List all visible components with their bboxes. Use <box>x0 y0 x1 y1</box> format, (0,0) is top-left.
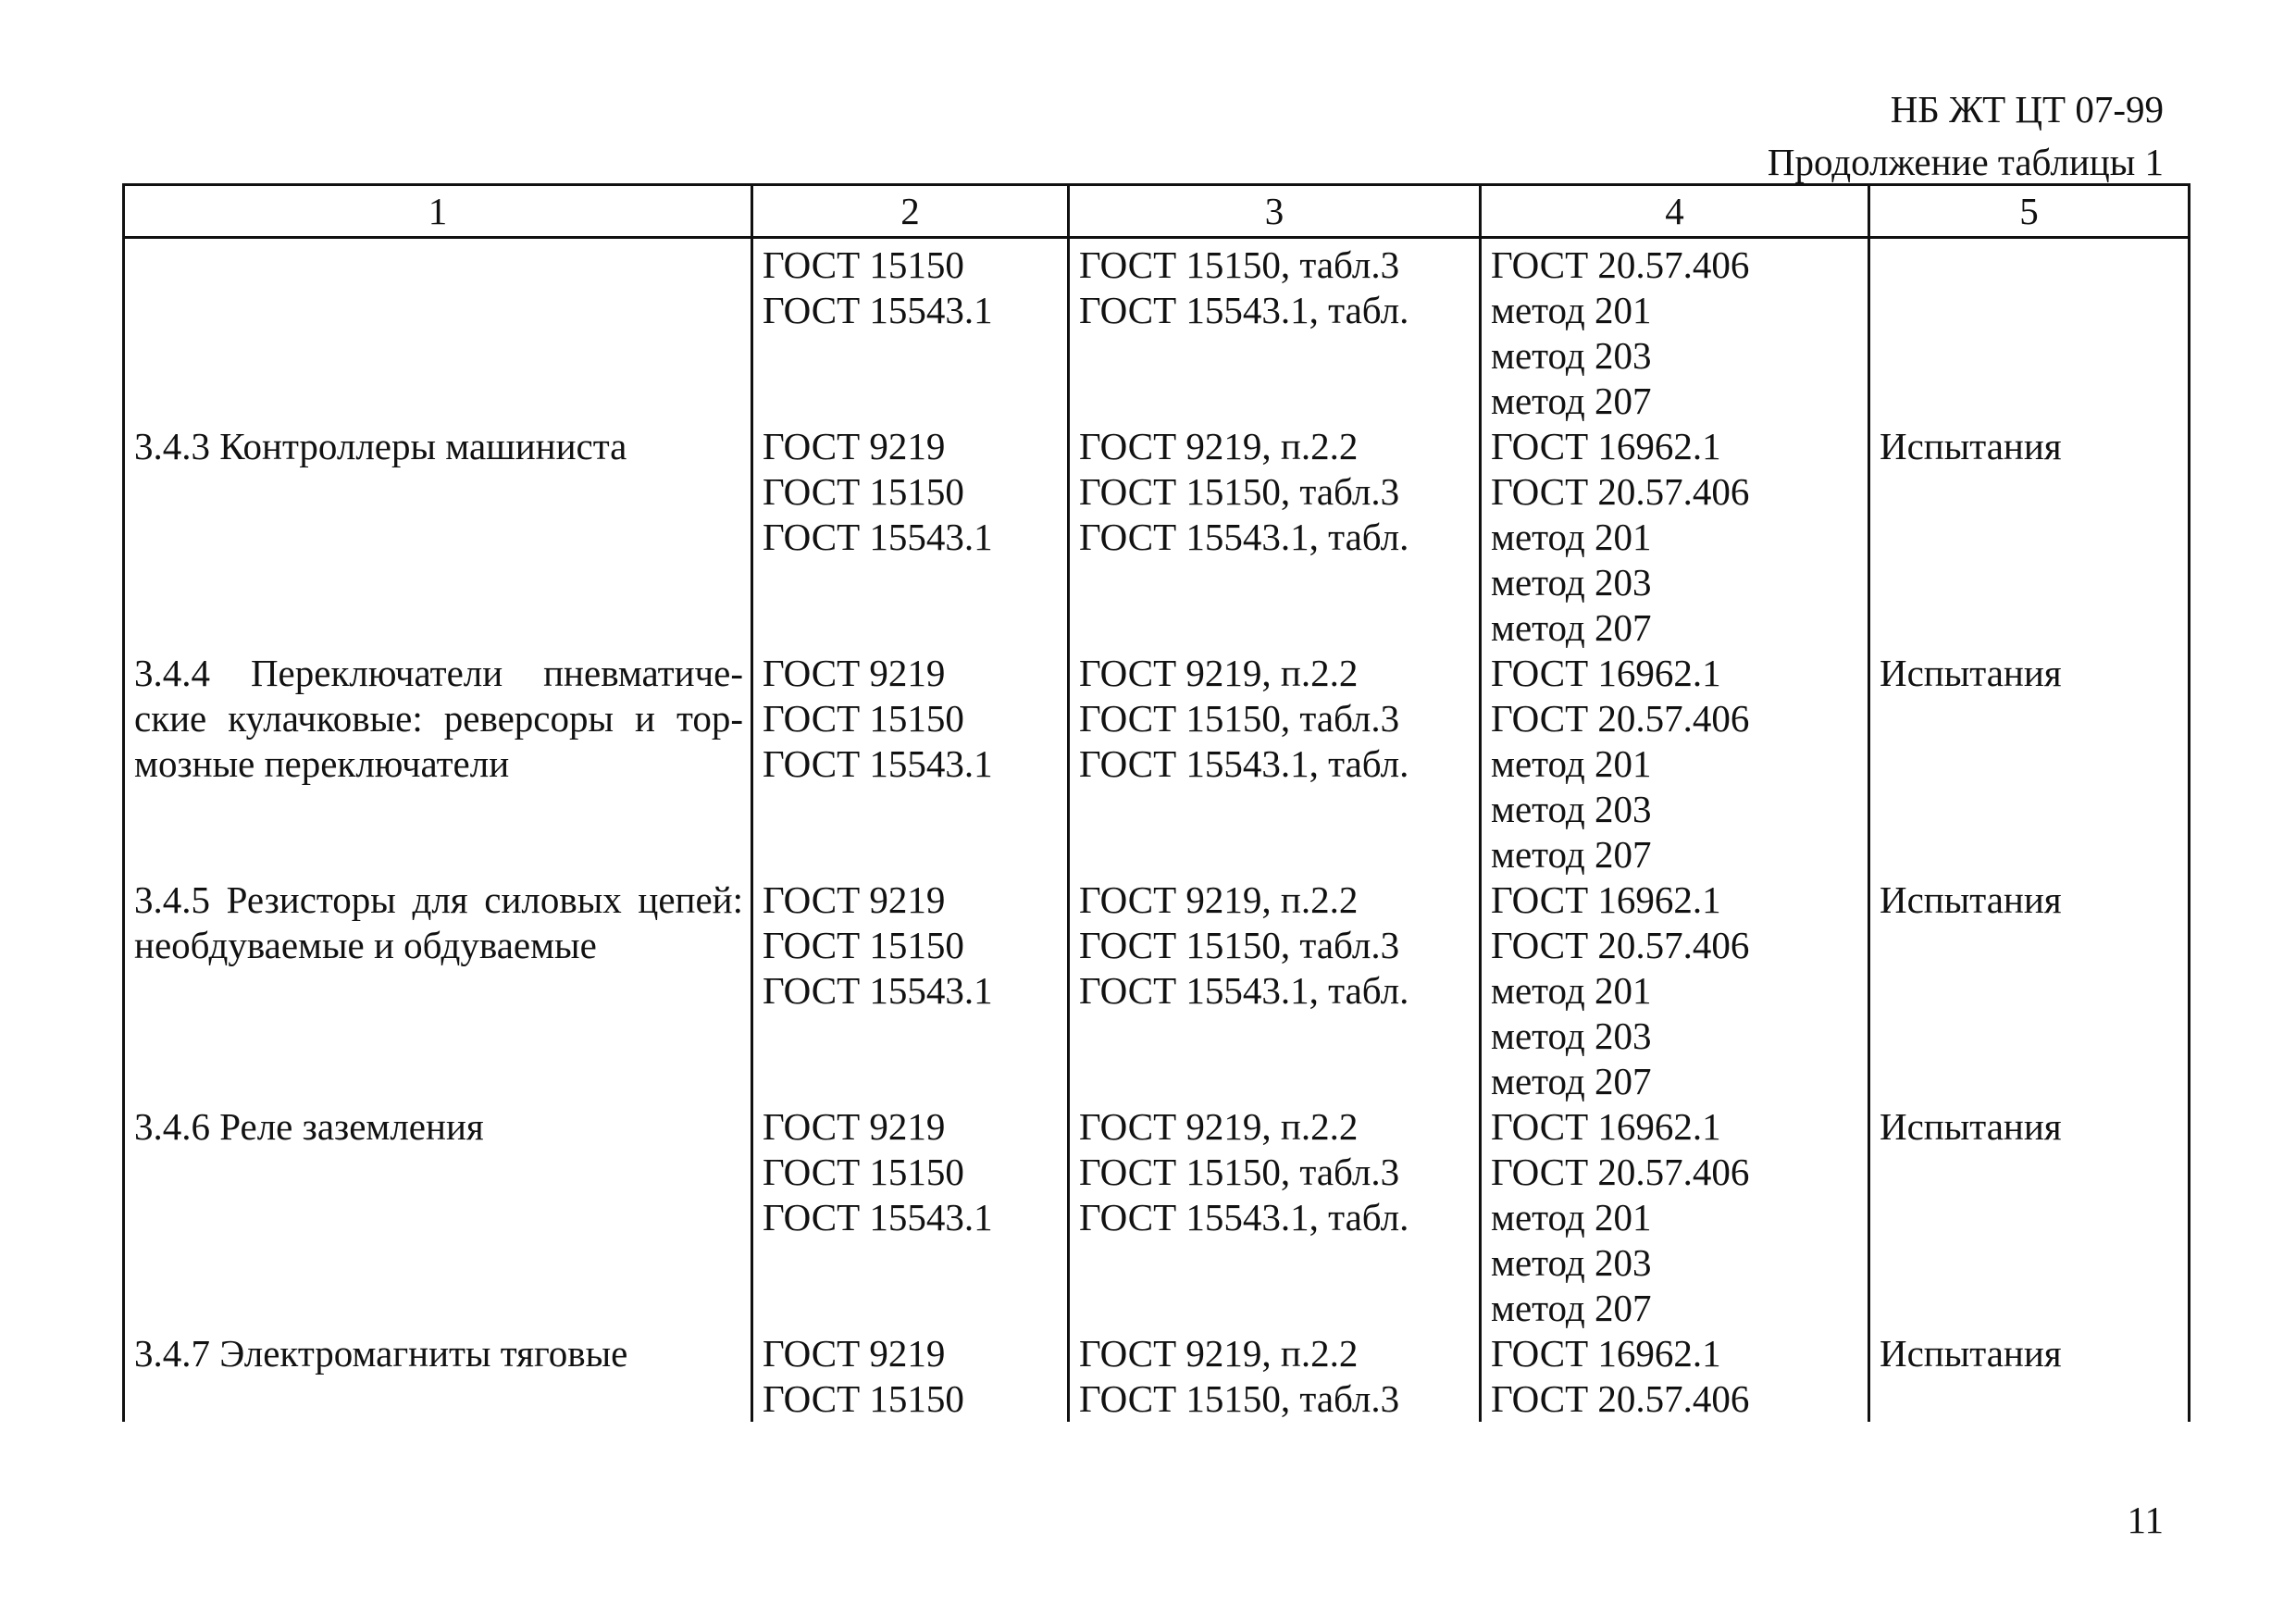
test-method-line: метод 201 <box>1491 742 1652 785</box>
item-name-line: 3.4.6 Реле заземления <box>134 1105 484 1148</box>
requirement-clause-cell <box>1069 1331 1481 1422</box>
requirement-clause-line: ГОСТ 15150, табл.3 <box>1079 470 1400 513</box>
test-method-line: метод 201 <box>1491 516 1652 558</box>
standard-line: ГОСТ 9219 <box>763 652 946 694</box>
column-number-row <box>124 185 2190 238</box>
item-name-line: мозные переключатели <box>134 742 510 785</box>
test-method-line: метод 201 <box>1491 969 1652 1012</box>
column-header: 1 <box>124 185 752 238</box>
control-type-cell <box>1869 238 2190 425</box>
test-method-line: ГОСТ 20.57.406 <box>1491 243 1750 286</box>
column-header: 4 <box>1481 185 1869 238</box>
test-method-line: ГОСТ 16962.1 <box>1491 1105 1721 1148</box>
test-method-line: метод 203 <box>1491 561 1652 604</box>
test-method-line: метод 207 <box>1491 833 1652 876</box>
requirement-clause-line: ГОСТ 15150, табл.3 <box>1079 1377 1400 1420</box>
test-method-line: ГОСТ 20.57.406 <box>1491 924 1750 966</box>
item-name-cell <box>124 877 752 1104</box>
requirement-clause-cell <box>1069 238 1481 425</box>
test-method-line: метод 203 <box>1491 788 1652 830</box>
item-name-line: 3.4.4 Переключатели пневматиче- <box>134 652 743 694</box>
test-method-cell <box>1481 651 1869 877</box>
test-method-line: ГОСТ 20.57.406 <box>1491 1377 1750 1420</box>
test-method-cell <box>1481 877 1869 1104</box>
test-method-line: ГОСТ 20.57.406 <box>1491 470 1750 513</box>
test-method-line: ГОСТ 16962.1 <box>1491 425 1721 467</box>
control-type-cell <box>1869 877 2190 1104</box>
table-row <box>124 1104 2190 1331</box>
standard-line: ГОСТ 9219 <box>763 1105 946 1148</box>
page-number: 11 <box>2127 1499 2164 1541</box>
control-type-text: Испытания <box>1880 1332 2062 1375</box>
test-method-line: метод 203 <box>1491 334 1652 377</box>
standard-line: ГОСТ 15543.1 <box>763 516 993 558</box>
test-method-line: метод 207 <box>1491 1060 1652 1102</box>
test-method-line: метод 207 <box>1491 380 1652 422</box>
standard-cell <box>752 877 1069 1104</box>
requirement-clause-line: ГОСТ 15150, табл.3 <box>1079 924 1400 966</box>
standard-line: ГОСТ 15543.1 <box>763 969 993 1012</box>
test-method-line: ГОСТ 20.57.406 <box>1491 1151 1750 1193</box>
requirement-clause-line: ГОСТ 15543.1, табл. <box>1079 516 1409 558</box>
table-body <box>124 238 2190 1423</box>
requirement-clause-line: ГОСТ 9219, п.2.2 <box>1079 652 1359 694</box>
item-name-cell <box>124 424 752 651</box>
test-method-line: метод 201 <box>1491 289 1652 331</box>
table-continuation-label: Продолжение таблицы 1 <box>1767 141 2164 183</box>
standard-line: ГОСТ 15150 <box>763 470 964 513</box>
standard-cell <box>752 1104 1069 1331</box>
standard-cell <box>752 238 1069 425</box>
specification-table <box>122 183 2191 1422</box>
control-type-text: Испытания <box>1880 878 2062 921</box>
column-header: 5 <box>1869 185 2190 238</box>
item-name-cell <box>124 1331 752 1422</box>
requirement-clause-line: ГОСТ 9219, п.2.2 <box>1079 878 1359 921</box>
standard-cell <box>752 424 1069 651</box>
table-row <box>124 238 2190 425</box>
control-type-text: Испытания <box>1880 425 2062 467</box>
standard-line: ГОСТ 15150 <box>763 1377 964 1420</box>
table-row <box>124 877 2190 1104</box>
test-method-line: метод 203 <box>1491 1241 1652 1284</box>
standard-line: ГОСТ 15150 <box>763 697 964 740</box>
requirement-clause-line: ГОСТ 9219, п.2.2 <box>1079 1332 1359 1375</box>
standard-cell <box>752 651 1069 877</box>
test-method-line: ГОСТ 16962.1 <box>1491 1332 1721 1375</box>
requirement-clause-line: ГОСТ 15150, табл.3 <box>1079 697 1400 740</box>
test-method-line: ГОСТ 20.57.406 <box>1491 697 1750 740</box>
standard-line: ГОСТ 15543.1 <box>763 1196 993 1238</box>
requirement-clause-line: ГОСТ 15150, табл.3 <box>1079 243 1400 286</box>
control-type-text: Испытания <box>1880 1105 2062 1148</box>
requirement-clause-line: ГОСТ 9219, п.2.2 <box>1079 425 1359 467</box>
item-name-line: 3.4.3 Контроллеры машиниста <box>134 425 627 467</box>
test-method-cell <box>1481 1104 1869 1331</box>
standard-line: ГОСТ 15543.1 <box>763 289 993 331</box>
test-method-line: метод 203 <box>1491 1014 1652 1057</box>
item-name-line: ские кулачковые: реверсоры и тор- <box>134 697 743 740</box>
standard-line: ГОСТ 15150 <box>763 243 964 286</box>
requirement-clause-cell <box>1069 1104 1481 1331</box>
control-type-text: Испытания <box>1880 652 2062 694</box>
requirement-clause-line: ГОСТ 9219, п.2.2 <box>1079 1105 1359 1148</box>
item-name-cell <box>124 651 752 877</box>
requirement-clause-cell <box>1069 651 1481 877</box>
item-name-cell <box>124 238 752 425</box>
standard-line: ГОСТ 9219 <box>763 1332 946 1375</box>
table-header <box>124 185 2190 238</box>
standard-line: ГОСТ 15543.1 <box>763 742 993 785</box>
standard-line: ГОСТ 9219 <box>763 878 946 921</box>
test-method-line: ГОСТ 16962.1 <box>1491 652 1721 694</box>
test-method-cell <box>1481 1331 1869 1422</box>
test-method-line: метод 207 <box>1491 1287 1652 1329</box>
column-header: 2 <box>752 185 1069 238</box>
requirement-clause-line: ГОСТ 15543.1, табл. <box>1079 289 1409 331</box>
table-row <box>124 424 2190 651</box>
control-type-cell <box>1869 1104 2190 1331</box>
control-type-cell <box>1869 651 2190 877</box>
table-row <box>124 651 2190 877</box>
requirement-clause-line: ГОСТ 15543.1, табл. <box>1079 742 1409 785</box>
test-method-line: метод 201 <box>1491 1196 1652 1238</box>
item-name-line: необдуваемые и обдуваемые <box>134 924 597 966</box>
requirement-clause-line: ГОСТ 15543.1, табл. <box>1079 1196 1409 1238</box>
test-method-line: ГОСТ 16962.1 <box>1491 878 1721 921</box>
test-method-cell <box>1481 238 1869 425</box>
column-header: 3 <box>1069 185 1481 238</box>
test-method-cell <box>1481 424 1869 651</box>
standard-line: ГОСТ 15150 <box>763 924 964 966</box>
standard-cell <box>752 1331 1069 1422</box>
requirement-clause-line: ГОСТ 15150, табл.3 <box>1079 1151 1400 1193</box>
control-type-cell <box>1869 1331 2190 1422</box>
document-code: НБ ЖТ ЦТ 07-99 <box>1890 88 2164 131</box>
item-name-cell <box>124 1104 752 1331</box>
test-method-line: метод 207 <box>1491 606 1652 649</box>
item-name-line: 3.4.5 Резисторы для силовых цепей: <box>134 878 743 921</box>
control-type-cell <box>1869 424 2190 651</box>
requirement-clause-cell <box>1069 877 1481 1104</box>
item-name-line: 3.4.7 Электромагниты тяговые <box>134 1332 628 1375</box>
standard-line: ГОСТ 9219 <box>763 425 946 467</box>
table-row <box>124 1331 2190 1422</box>
requirement-clause-cell <box>1069 424 1481 651</box>
standard-line: ГОСТ 15150 <box>763 1151 964 1193</box>
requirement-clause-line: ГОСТ 15543.1, табл. <box>1079 969 1409 1012</box>
